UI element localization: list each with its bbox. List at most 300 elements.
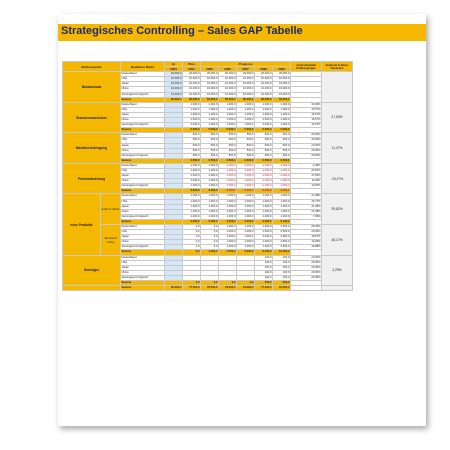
value-cell: 1.000,0 (219, 199, 237, 204)
value-cell: -1.000,0 (273, 179, 291, 184)
value-cell: 1.000,0 (237, 214, 255, 219)
document-page (58, 14, 426, 426)
share-cell: 19,88% (291, 245, 322, 250)
sum-value: 5.000,0 (219, 219, 237, 224)
market-name: Vereinigtes Königreich (121, 245, 165, 250)
value-cell: 10.000,0 (255, 82, 273, 87)
value-cell: -1.000,0 (273, 168, 291, 173)
sum-value: 2.500,0 (255, 158, 273, 163)
value-cell: 10.000,0 (219, 77, 237, 82)
grand-total-value: 77.000,0 (255, 286, 273, 291)
value-cell: 1.000,0 (219, 112, 237, 117)
value-cell: 0,0 (183, 245, 201, 250)
value-cell: 1.000,0 (183, 118, 201, 123)
value-cell: 10.000,0 (201, 92, 219, 97)
market-name: Deutschland (121, 163, 165, 168)
share-cell: 21,38% (291, 209, 322, 214)
share-cell (291, 286, 322, 291)
market-name: China (121, 270, 165, 275)
value-cell: 20.000,0 (219, 72, 237, 77)
share-cell: 21,38% (291, 204, 322, 209)
group-label: Marktdurchdringung (63, 133, 121, 164)
value-cell: 1.000,0 (201, 194, 219, 199)
value-cell: 1.000,0 (183, 163, 201, 168)
value-cell: 1.000,0 (183, 174, 201, 179)
sum-value: 0,0 (183, 281, 201, 286)
value-cell: -1.000,0 (237, 168, 255, 173)
sum-value: 60.000,0 (237, 97, 255, 102)
value-cell: 1.000,0 (255, 112, 273, 117)
market-name: China (121, 148, 165, 153)
value-cell: 0,0 (201, 235, 219, 240)
sum-value: -4.200,0 (273, 189, 291, 194)
share-cell: 20,00% (291, 255, 322, 260)
value-cell: 0,0 (183, 225, 201, 230)
value-cell: 20.000,0 (165, 72, 183, 77)
value-cell: 1.000,0 (183, 214, 201, 219)
share-cell: 19,05% (291, 184, 322, 189)
share-cell: 20,00% (291, 143, 322, 148)
grand-total-row (63, 286, 353, 291)
value-cell: 1.000,0 (219, 204, 237, 209)
sum-value: 2.500,0 (219, 158, 237, 163)
market-name: USA (121, 138, 165, 143)
market-name: Vereinigtes Königreich (121, 214, 165, 219)
value-cell: 10.000,0 (165, 92, 183, 97)
market-name: Deutschland (121, 102, 165, 107)
sum-value: 2.500,0 (201, 158, 219, 163)
value-cell: 1.000,0 (255, 209, 273, 214)
value-cell: -1.000,0 (237, 174, 255, 179)
header-year: 2028 (255, 67, 273, 72)
value-cell: 1.000,0 (237, 199, 255, 204)
value-cell: 500,0 (255, 143, 273, 148)
market-name: Deutschland (121, 194, 165, 199)
share-cell: 20,00% (291, 153, 322, 158)
sum-value: 2.500,0 (273, 158, 291, 163)
share-cell: 7,69% (291, 214, 322, 219)
growth-share-cell (322, 286, 353, 291)
market-name: USA (121, 260, 165, 265)
market-name: China (121, 118, 165, 123)
sum-label: Summe (121, 97, 165, 102)
value-cell: 1.000,0 (255, 118, 273, 123)
sum-value: 60.000,0 (165, 97, 183, 102)
value-cell: 1.000,0 (201, 107, 219, 112)
value-cell: 10.000,0 (237, 92, 255, 97)
sum-value: 5.000,0 (273, 128, 291, 133)
value-cell: 10.000,0 (255, 77, 273, 82)
value-cell: 10.000,0 (201, 77, 219, 82)
value-cell: 10.000,0 (165, 77, 183, 82)
sum-value: 2.500,0 (237, 158, 255, 163)
market-name: Vereinigtes Königreich (121, 153, 165, 158)
value-cell: 500,0 (183, 148, 201, 153)
sum-label: Summe (121, 128, 165, 133)
sum-value: 60.000,0 (183, 97, 201, 102)
value-cell: 1.000,0 (183, 123, 201, 128)
value-cell: 1.000,0 (201, 123, 219, 128)
sum-label: Summe (121, 158, 165, 163)
value-cell: 1.000,0 (255, 102, 273, 107)
share-cell: 21,38% (291, 194, 322, 199)
value-cell: -1.000,0 (219, 174, 237, 179)
value-cell: 1.000,0 (273, 214, 291, 219)
value-cell: 10.000,0 (255, 87, 273, 92)
value-cell: 1.000,0 (273, 194, 291, 199)
value-cell: 1.000,0 (255, 245, 273, 250)
market-name: Japan (121, 235, 165, 240)
sum-value: -5.000,0 (237, 189, 255, 194)
value-cell: -1.000,0 (255, 179, 273, 184)
market-name: China (121, 240, 165, 245)
value-cell: 10.000,0 (183, 77, 201, 82)
value-cell: 1.000,0 (237, 112, 255, 117)
value-cell: 500,0 (273, 148, 291, 153)
value-cell: 100,0 (255, 260, 273, 265)
market-name: Japan (121, 82, 165, 87)
sum-label: Summe (121, 189, 165, 194)
value-cell: 20.000,0 (255, 72, 273, 77)
value-cell: 500,0 (201, 148, 219, 153)
group-label: neue Produkte (63, 194, 101, 255)
header-year: 2025 (201, 67, 219, 72)
value-cell: -1.000,0 (219, 184, 237, 189)
value-cell: 1.000,0 (183, 194, 201, 199)
subgroup-label: letzte 5 Jahre (101, 194, 121, 225)
value-cell: 10.000,0 (183, 82, 201, 87)
sum-value: 60.000,0 (201, 97, 219, 102)
market-name: USA (121, 107, 165, 112)
growth-share-cell: 27,53% (322, 102, 353, 133)
header-ist: Ist (165, 62, 183, 67)
value-cell: 1.000,0 (237, 194, 255, 199)
value-cell: 500,0 (273, 153, 291, 158)
value-cell: 500,0 (273, 133, 291, 138)
sum-value: 5.000,0 (201, 189, 219, 194)
value-cell: 1.000,0 (219, 240, 237, 245)
value-cell: 1.000,0 (237, 240, 255, 245)
value-cell: 1.000,0 (219, 123, 237, 128)
value-cell: 1.000,0 (201, 199, 219, 204)
share-cell: 16,67% (291, 112, 322, 117)
value-cell: 500,0 (201, 138, 219, 143)
sum-value: -5.000,0 (219, 189, 237, 194)
value-cell: 0,0 (183, 235, 201, 240)
share-cell: 20,00% (291, 275, 322, 280)
value-cell: 1.000,0 (255, 230, 273, 235)
value-cell: 1.000,0 (273, 199, 291, 204)
value-cell: -1.000,0 (219, 179, 237, 184)
sum-value: 5.000,0 (237, 250, 255, 255)
value-cell: 20.000,0 (237, 72, 255, 77)
sum-value: 5.000,0 (201, 128, 219, 133)
share-cell: 16,67% (291, 123, 322, 128)
value-cell: 100,0 (273, 275, 291, 280)
sum-value: 5.000,0 (183, 219, 201, 224)
value-cell: 0,0 (183, 240, 201, 245)
sum-value: 9.500,0 (255, 250, 273, 255)
sum-value: 5.000,0 (255, 219, 273, 224)
value-cell: 100,0 (273, 260, 291, 265)
value-cell: 2.500,0 (273, 225, 291, 230)
grand-total-value: 79.000,0 (237, 286, 255, 291)
value-cell: 2.500,0 (273, 240, 291, 245)
value-cell: 10.000,0 (219, 87, 237, 92)
value-cell: 1.000,0 (219, 194, 237, 199)
value-cell: 1.000,0 (183, 112, 201, 117)
value-cell: 1.000,0 (255, 235, 273, 240)
growth-share-cell (322, 72, 353, 103)
market-name: China (121, 209, 165, 214)
grand-total-value: 79.000,0 (219, 286, 237, 291)
market-name: Deutschland (121, 72, 165, 77)
value-cell: 1.000,0 (237, 230, 255, 235)
value-cell: 500,0 (201, 143, 219, 148)
grand-total-value: 60.000,0 (165, 286, 183, 291)
share-cell: 18,57% (291, 235, 322, 240)
value-cell: 20.000,0 (201, 72, 219, 77)
sum-value: 5.000,0 (183, 128, 201, 133)
market-name: Deutschland (121, 133, 165, 138)
value-cell: 100,0 (273, 265, 291, 270)
value-cell: 1.000,0 (201, 184, 219, 189)
value-cell: 500,0 (237, 138, 255, 143)
sum-value: 0,0 (201, 281, 219, 286)
sum-value: 500,0 (255, 281, 273, 286)
value-cell: 1.000,0 (237, 118, 255, 123)
value-cell: 500,0 (201, 133, 219, 138)
grand-total-value: 81.000,0 (273, 286, 291, 291)
sum-value: 60.000,0 (219, 97, 237, 102)
sum-value: 5.000,0 (201, 219, 219, 224)
sum-value: 2.500,0 (183, 158, 201, 163)
value-cell: 10.000,0 (255, 92, 273, 97)
sum-value: 500,0 (273, 281, 291, 286)
market-name: Vereinigtes Königreich (121, 123, 165, 128)
value-cell: 100,0 (273, 255, 291, 260)
value-cell: -1.000,0 (273, 184, 291, 189)
value-cell: 1.000,0 (255, 194, 273, 199)
group-label: Basisumsatz (63, 72, 121, 103)
sum-label: Summe (121, 219, 165, 224)
market-name: Japan (121, 265, 165, 270)
subgroup-label: nächste 5 Jahre (101, 225, 121, 256)
grand-total-value: 78.500,0 (201, 286, 219, 291)
value-cell: 10.000,0 (237, 87, 255, 92)
value-cell: 1.000,0 (255, 225, 273, 230)
header-anteil-wachstum: Anteil am 5-Jahres Wachstum (322, 62, 353, 72)
value-cell: 500,0 (237, 153, 255, 158)
value-cell: 500,0 (183, 138, 201, 143)
value-cell: 500,0 (255, 148, 273, 153)
sum-value: 6.345,0 (273, 219, 291, 224)
sum-value: 5.000,0 (255, 128, 273, 133)
value-cell: 2.500,0 (273, 230, 291, 235)
value-cell: 1.000,0 (183, 199, 201, 204)
market-name: Japan (121, 174, 165, 179)
value-cell: 10.000,0 (273, 92, 291, 97)
value-cell: -1.000,0 (255, 184, 273, 189)
value-cell: 1.000,0 (237, 235, 255, 240)
value-cell: 500,0 (255, 138, 273, 143)
value-cell: 10.000,0 (165, 82, 183, 87)
value-cell: -1.000,0 (255, 174, 273, 179)
share-cell: 47,62% (291, 174, 322, 179)
value-cell: 500,0 (255, 153, 273, 158)
value-cell: 500,0 (219, 143, 237, 148)
value-cell: 0,0 (201, 240, 219, 245)
value-cell: 1.000,0 (273, 112, 291, 117)
value-cell: 10.000,0 (219, 82, 237, 87)
sum-label: Summe (121, 250, 165, 255)
value-cell: 2.500,0 (273, 235, 291, 240)
value-cell: -1.000,0 (219, 168, 237, 173)
value-cell: 500,0 (219, 133, 237, 138)
growth-share-cell: 2,29% (322, 255, 353, 286)
market-name: Deutschland (121, 225, 165, 230)
value-cell: 0,0 (201, 225, 219, 230)
value-cell: 500,0 (237, 133, 255, 138)
market-name: USA (121, 230, 165, 235)
value-cell: 1.000,0 (201, 174, 219, 179)
value-cell: 1.000,0 (201, 204, 219, 209)
value-cell: 1.000,0 (183, 209, 201, 214)
header-year: 2026 (219, 67, 237, 72)
market-name: Deutschland (121, 255, 165, 260)
grand-total-label: Summe (121, 286, 165, 291)
market-name: Vereinigtes Königreich (121, 275, 165, 280)
value-cell: 1.000,0 (201, 118, 219, 123)
share-cell: 16,77% (291, 199, 322, 204)
sum-value: 5.000,0 (219, 128, 237, 133)
value-cell: 1.000,0 (219, 214, 237, 219)
growth-share-cell: -19,27% (322, 163, 353, 194)
growth-share-cell: 48,17% (322, 225, 353, 256)
value-cell: 0,0 (201, 245, 219, 250)
value-cell: 1.000,0 (273, 204, 291, 209)
header-year: 2029 (273, 67, 291, 72)
market-name: China (121, 179, 165, 184)
value-cell: 1.000,0 (219, 245, 237, 250)
grand-total-spacer (63, 286, 121, 291)
value-cell: 1.000,0 (237, 209, 255, 214)
page-title: Strategisches Controlling – Sales GAP Tabelle (61, 25, 303, 37)
sum-value: 5.000,0 (219, 250, 237, 255)
value-cell: 1.000,0 (201, 102, 219, 107)
value-cell: 100,0 (255, 275, 273, 280)
growth-share-cell: 29,82% (322, 194, 353, 225)
value-cell: 1.000,0 (237, 204, 255, 209)
share-cell: 20,00% (291, 265, 322, 270)
value-cell: 500,0 (183, 153, 201, 158)
title-bar (58, 24, 426, 41)
value-cell: -1.000,0 (255, 168, 273, 173)
value-cell: 500,0 (183, 133, 201, 138)
market-name: USA (121, 199, 165, 204)
value-cell: 1.000,0 (183, 179, 201, 184)
value-cell: 1.000,0 (255, 107, 273, 112)
gap-table (62, 61, 353, 291)
value-cell: 1.000,0 (255, 240, 273, 245)
share-cell: 20,00% (291, 138, 322, 143)
share-cell: 16,67% (291, 107, 322, 112)
market-name: Japan (121, 204, 165, 209)
header-markt: Bedienter Markt (121, 62, 165, 72)
value-cell: 1.000,0 (273, 107, 291, 112)
share-cell: 20,00% (291, 260, 322, 265)
header-year: 2024 (183, 67, 201, 72)
sum-value: 60.000,0 (255, 97, 273, 102)
value-cell: 1.000,0 (219, 230, 237, 235)
value-cell: 1.000,0 (183, 107, 201, 112)
sum-value: 0,0 (183, 250, 201, 255)
group-label: Branchenwachstum (63, 102, 121, 133)
value-cell: 1.000,0 (273, 102, 291, 107)
value-cell: -1.000,0 (273, 174, 291, 179)
sum-value: 5.000,0 (237, 219, 255, 224)
value-cell: 10.000,0 (237, 82, 255, 87)
value-cell: 1.000,0 (201, 214, 219, 219)
value-cell: 10.000,0 (183, 92, 201, 97)
value-cell: 1.000,0 (255, 214, 273, 219)
sum-value: 5.000,0 (183, 189, 201, 194)
market-name: USA (121, 77, 165, 82)
value-cell: 0,0 (183, 230, 201, 235)
value-cell: 1.000,0 (219, 209, 237, 214)
share-cell: 20,00% (291, 133, 322, 138)
value-cell: 100,0 (255, 270, 273, 275)
share-cell: 20,00% (291, 270, 322, 275)
value-cell: 1.000,0 (201, 112, 219, 117)
share-cell: 16,67% (291, 118, 322, 123)
share-cell: 25,29% (291, 225, 322, 230)
value-cell: 1.000,0 (255, 123, 273, 128)
value-cell: 10.000,0 (165, 87, 183, 92)
value-cell: 500,0 (219, 138, 237, 143)
header-plan: Plan (183, 62, 201, 67)
sum-value: 5.000,0 (237, 128, 255, 133)
value-cell: -1.000,0 (219, 163, 237, 168)
grand-total-value: 77.500,0 (183, 286, 201, 291)
group-label: Preisveränderung (63, 163, 121, 194)
value-cell: 500,0 (219, 148, 237, 153)
value-cell: 1.000,0 (219, 102, 237, 107)
header-anteil-gruppe: Anteil innerhalb Einflussgruppe (291, 62, 322, 72)
value-cell: 20.000,0 (273, 72, 291, 77)
value-cell: 1.000,0 (273, 209, 291, 214)
value-cell: 500,0 (255, 133, 273, 138)
value-cell: 1.000,0 (183, 184, 201, 189)
share-cell: 11,90% (291, 179, 322, 184)
sum-value: 60.000,0 (273, 97, 291, 102)
value-cell: 1.000,0 (201, 179, 219, 184)
value-cell: 1.000,0 (255, 199, 273, 204)
value-cell: 1.000,0 (273, 123, 291, 128)
share-cell: 16,26% (291, 240, 322, 245)
value-cell: 2.500,0 (273, 245, 291, 250)
value-cell: 10.000,0 (273, 82, 291, 87)
sum-value: 10.500,0 (273, 250, 291, 255)
market-name: Japan (121, 143, 165, 148)
market-name: Japan (121, 112, 165, 117)
value-cell: 1.000,0 (273, 118, 291, 123)
value-cell: -1.000,0 (237, 184, 255, 189)
value-cell: 1.000,0 (237, 123, 255, 128)
sum-value: 0,0 (219, 281, 237, 286)
value-cell: 1.000,0 (219, 118, 237, 123)
share-cell: -2,38% (291, 163, 322, 168)
